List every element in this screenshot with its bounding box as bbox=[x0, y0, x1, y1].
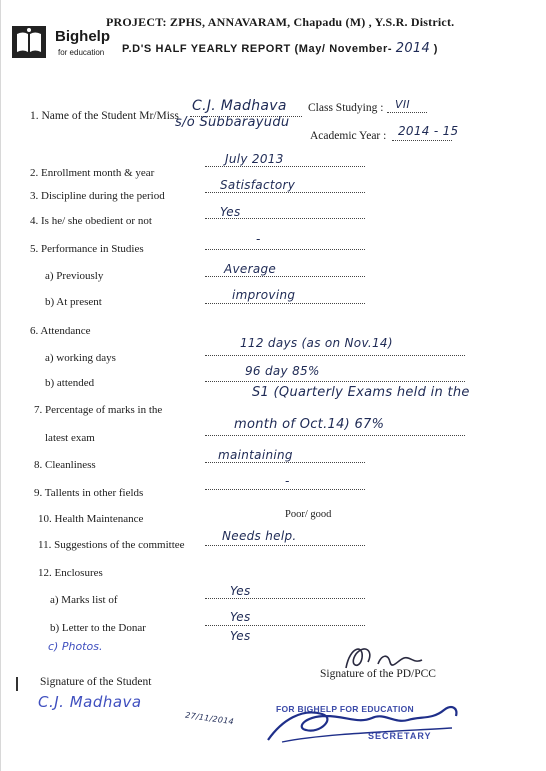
item-value: Yes bbox=[230, 584, 251, 598]
item-label: 5. Performance in Studies bbox=[30, 243, 144, 255]
item-value: 96 day 85% bbox=[245, 364, 320, 378]
item-value: Yes bbox=[230, 610, 251, 624]
item-label: a) Previously bbox=[45, 270, 104, 282]
item-dotted-line bbox=[205, 218, 365, 219]
academic-year-label: Academic Year : bbox=[310, 130, 387, 142]
item-value: maintaining bbox=[218, 448, 293, 462]
item-value: Average bbox=[224, 262, 277, 276]
report-title bbox=[122, 41, 438, 56]
item-label: 10. Health Maintenance bbox=[38, 513, 144, 525]
item-dotted-line bbox=[205, 355, 465, 356]
pd-signature-label: Signature of the PD/PCC bbox=[320, 668, 436, 680]
logo-tagline: for education bbox=[58, 48, 105, 57]
item-dotted-line bbox=[205, 598, 365, 599]
item-value: improving bbox=[232, 288, 296, 302]
item-dotted-line bbox=[205, 276, 365, 277]
class-label: Class Studying : bbox=[308, 102, 384, 114]
book-logo-icon bbox=[10, 24, 48, 60]
student-name-label: 1. Name of the Student Mr/Miss bbox=[30, 110, 179, 122]
item-value: Yes bbox=[220, 205, 241, 219]
item-label: 8. Cleanliness bbox=[34, 459, 96, 471]
class-dotted-line bbox=[387, 112, 427, 113]
student-relation: s/o Subbarayudu bbox=[175, 115, 290, 130]
margin-mark-left bbox=[16, 677, 18, 691]
item-label: b) attended bbox=[45, 377, 95, 389]
item-dotted-line bbox=[205, 489, 365, 490]
item-value: month of Oct.14) 67% bbox=[234, 417, 385, 432]
academic-year: 2014 - 15 bbox=[398, 124, 459, 138]
photos-note: c) Photos. bbox=[48, 640, 103, 653]
stamp-role: SECRETARY bbox=[368, 731, 432, 741]
item-label: b) At present bbox=[45, 296, 102, 308]
item-value: - bbox=[285, 474, 290, 488]
photos-value: Yes bbox=[230, 629, 251, 643]
item-label: a) working days bbox=[45, 352, 116, 364]
item-value: Satisfactory bbox=[220, 178, 296, 192]
item-dotted-line bbox=[205, 303, 365, 304]
pd-signature-scribble bbox=[338, 640, 438, 676]
item-label: 11. Suggestions of the committee bbox=[38, 539, 185, 551]
student-signature: C.J. Madhava bbox=[38, 693, 142, 711]
item-dotted-line bbox=[205, 545, 365, 546]
item-value: S1 (Quarterly Exams held in the bbox=[252, 385, 470, 400]
logo-name: Bighelp bbox=[55, 28, 110, 45]
class-value: VII bbox=[395, 98, 410, 111]
signature-date: 27/11/2014 bbox=[184, 710, 235, 727]
stamp-org: FOR BIGHELP FOR EDUCATION bbox=[276, 704, 414, 714]
bighelp-logo bbox=[10, 24, 48, 60]
item-dotted-line bbox=[205, 166, 365, 167]
year-dotted-line bbox=[392, 140, 452, 141]
student-signature-label: Signature of the Student bbox=[40, 676, 152, 688]
item-dotted-line bbox=[205, 625, 365, 626]
item-value: Poor/ good bbox=[285, 509, 332, 520]
project-line: PROJECT: ZPHS, ANNAVARAM, Chapadu (M) , Y.S.R. District. bbox=[106, 15, 455, 29]
item-dotted-line bbox=[205, 249, 365, 250]
item-label: 9. Tallents in other fields bbox=[34, 487, 144, 499]
item-label: 4. Is he/ she obedient or not bbox=[30, 215, 152, 227]
report-close: ) bbox=[433, 43, 438, 55]
item-label: a) Marks list of bbox=[50, 594, 118, 606]
item-label: latest exam bbox=[45, 432, 95, 444]
item-dotted-line bbox=[205, 192, 365, 193]
item-dotted-line bbox=[205, 435, 465, 436]
student-name: C.J. Madhava bbox=[192, 98, 287, 114]
item-label: 6. Attendance bbox=[30, 325, 91, 337]
stamp-signature-scribble bbox=[262, 694, 468, 750]
item-value: 112 days (as on Nov.14) bbox=[240, 336, 393, 350]
item-dotted-line bbox=[205, 462, 365, 463]
item-value: Needs help. bbox=[222, 529, 297, 543]
item-value: July 2013 bbox=[225, 152, 284, 166]
item-label: b) Letter to the Donar bbox=[50, 622, 146, 634]
item-label: 7. Percentage of marks in the bbox=[34, 404, 163, 416]
item-dotted-line bbox=[205, 381, 465, 382]
item-label: 12. Enclosures bbox=[38, 567, 103, 579]
report-title-text: P.D'S HALF YEARLY REPORT (May/ November- bbox=[122, 43, 393, 55]
item-label: 2. Enrollment month & year bbox=[30, 167, 155, 179]
item-value: - bbox=[256, 232, 261, 246]
report-year: 2014 bbox=[395, 41, 431, 56]
item-label: 3. Discipline during the period bbox=[30, 190, 165, 202]
